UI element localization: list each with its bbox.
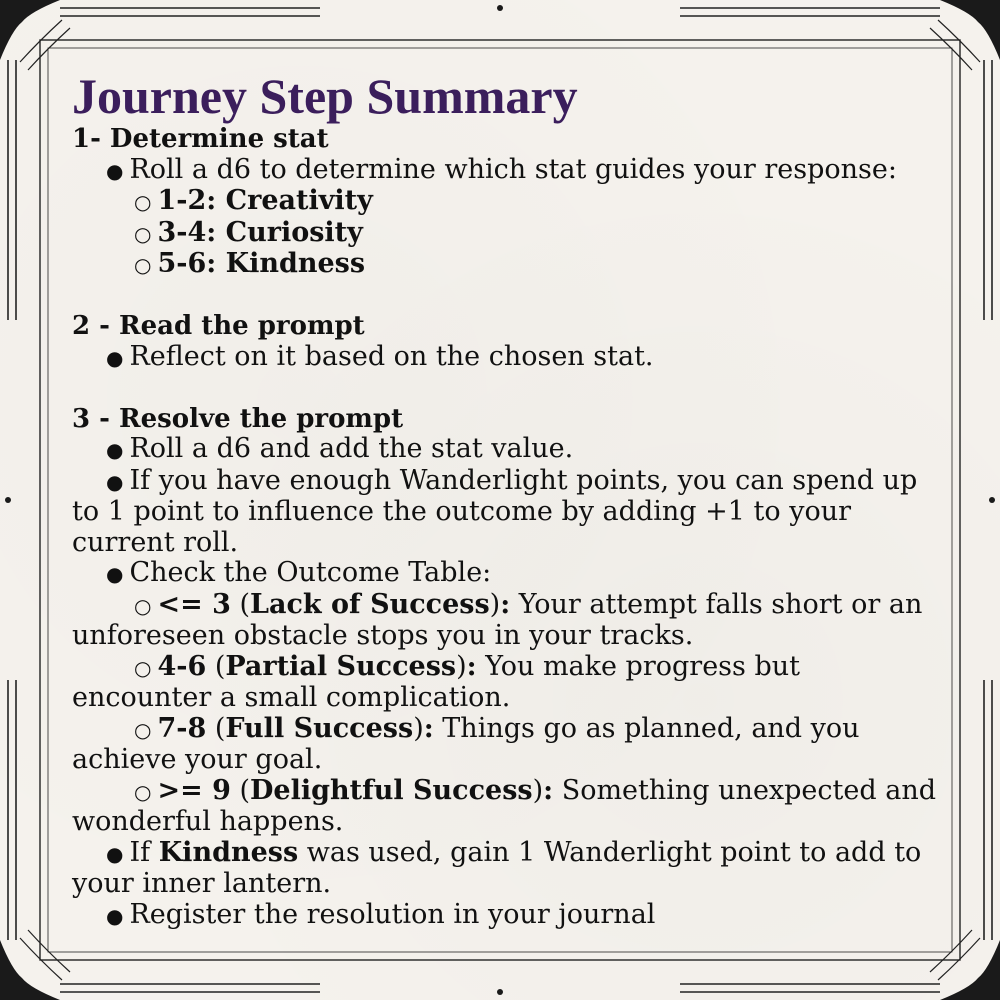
list-item: ○ 5-6: Kindness [134, 248, 366, 279]
list-item: ● Roll a d6 to determine which stat guides your response: [106, 153, 897, 185]
list-item: ● Register the resolution in your journal [106, 898, 656, 930]
list-item: ● Roll a d6 and add the stat value. [106, 433, 574, 464]
outcome-item: ○ 7-8 (Full Success): Things go as planned, and you achieve your goal. [72, 712, 860, 775]
step-3-heading: 3 - Resolve the prompt [72, 403, 404, 434]
outcome-item: ○ 4-6 (Partial Success): You make progress but encounter a small complication. [72, 650, 800, 713]
outcome-item: ○ <= 3 (Lack of Success): Your attempt falls short or an unforeseen obstacle stops you in your tracks. [72, 588, 923, 651]
step-1-heading: 1- Determine stat [72, 124, 329, 154]
list-item: ○ 1-2: Creativity [134, 185, 373, 216]
summary-content [72, 70, 942, 931]
list-item: ● Check the Outcome Table: [106, 557, 492, 588]
list-item: ● Reflect on it based on the chosen stat. [106, 340, 654, 372]
list-item: ○ 3-4: Curiosity [134, 216, 363, 248]
list-item: ● If Kindness was used, gain 1 Wanderlight point to add to your inner lantern. [72, 836, 922, 899]
outcome-item: ○ >= 9 (Delightful Success): Something unexpected and wonderful happens. [72, 774, 936, 837]
page-title: Journey Step Summary [72, 68, 578, 124]
step-2-heading: 2 - Read the prompt [72, 311, 365, 341]
list-item: ● If you have enough Wanderlight points, you can spend up to 1 point to influence the outcome by adding +1 to your current roll. [72, 464, 918, 558]
